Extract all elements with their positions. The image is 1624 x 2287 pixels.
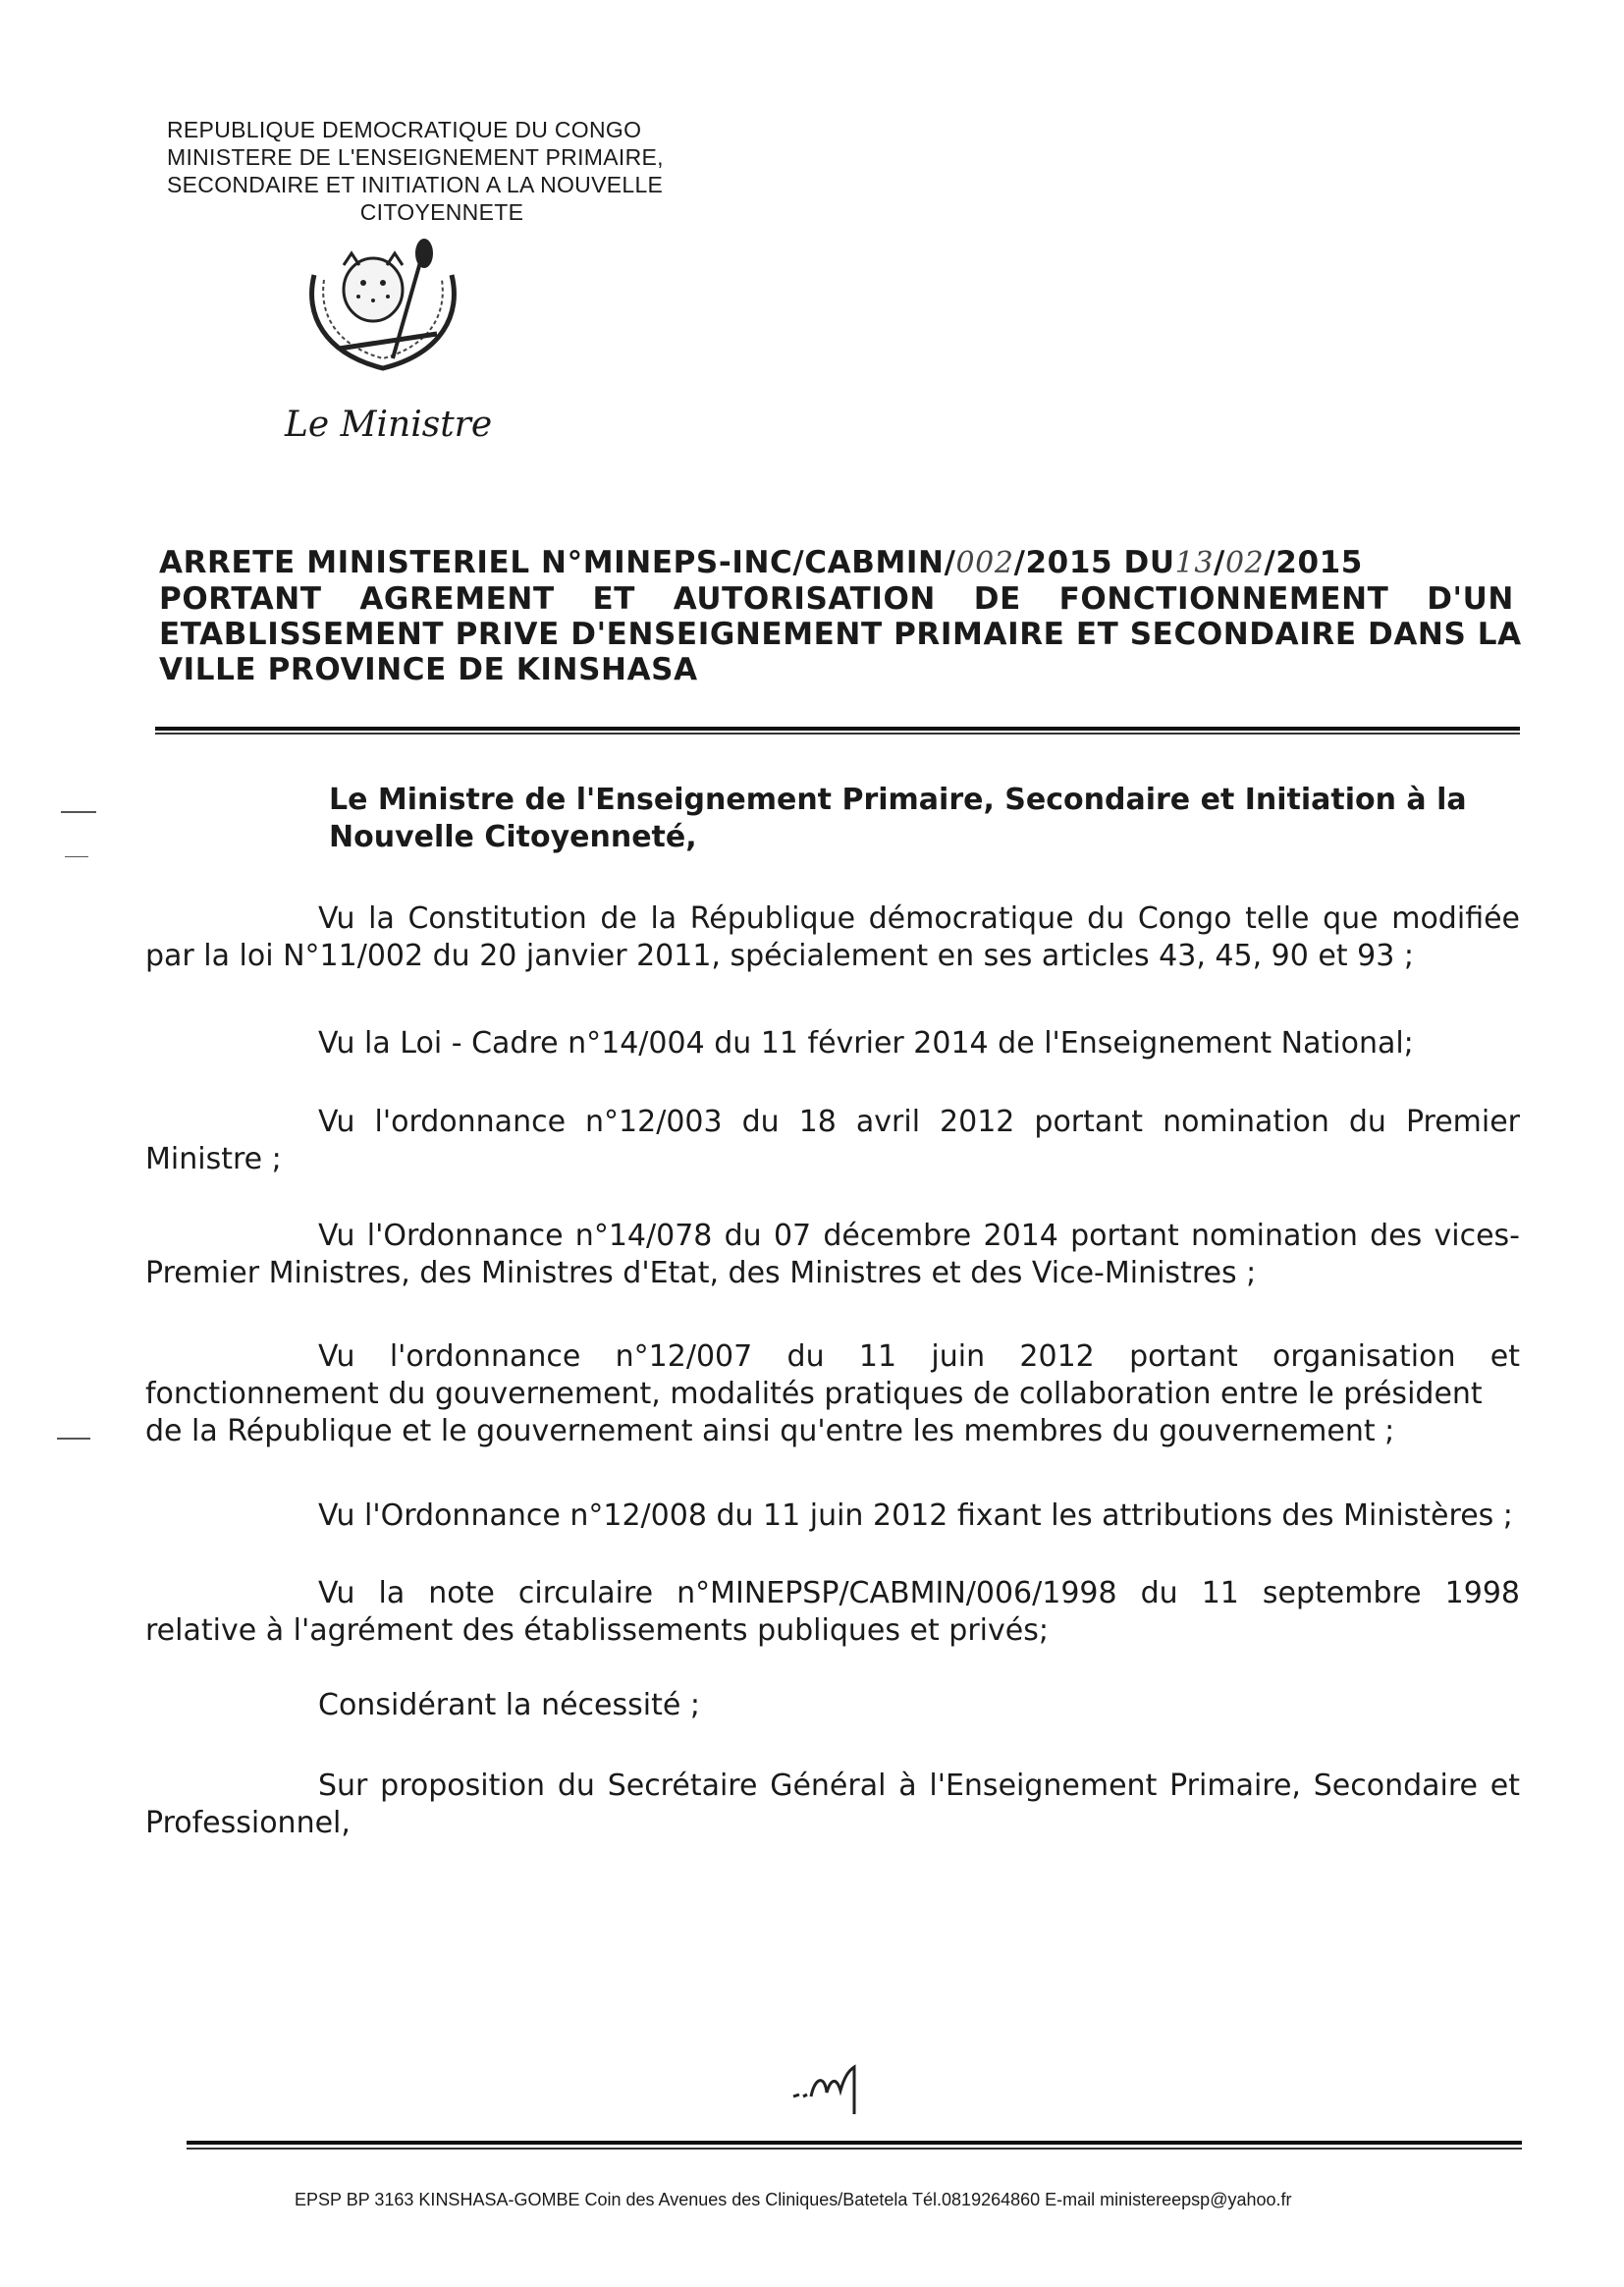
header-line-2: MINISTERE DE L'ENSEIGNEMENT PRIMAIRE, <box>167 144 664 170</box>
minister-heading: Le Ministre de l'Enseignement Primaire, Secondaire et Initiation à la Nouvelle Citoyenneté, <box>329 783 1467 854</box>
paragraph-proposition: Sur proposition du Secrétaire Général à l'Enseignement Primaire, Secondaire et Professionnel, <box>145 1769 1520 1840</box>
margin-mark <box>61 811 96 813</box>
signatory-title: Le Ministre <box>285 405 493 445</box>
paragraph-loi-cadre: Vu la Loi - Cadre n°14/004 du 11 février 2014 de l'Enseignement National; <box>318 1026 1414 1061</box>
paragraph-ordonnance-premier-ministre: Vu l'ordonnance n°12/003 du 18 avril 2012 portant nomination du Premier Ministre ; <box>145 1105 1520 1176</box>
header-line-3: SECONDAIRE ET INITIATION A LA NOUVELLE <box>167 172 664 197</box>
arrete-title-line-3: ETABLISSEMENT PRIVE D'ENSEIGNEMENT PRIMAIRE ET SECONDAIRE DANS LA <box>159 617 1522 652</box>
handwritten-number: 002 <box>955 546 1014 580</box>
paragraph-considerant: Considérant la nécessité ; <box>318 1688 700 1722</box>
signature-initials <box>785 2057 884 2116</box>
arrete-title-line-4: VILLE PROVINCE DE KINSHASA <box>159 652 698 687</box>
arrete-title-line-2: PORTANT AGREMENT ET AUTORISATION DE FONCTIONNEMENT D'UN <box>159 581 1514 617</box>
paragraph-ordonnance-ministres: Vu l'Ordonnance n°14/078 du 07 décembre 2014 portant nomination des vices- Premier Ministres, des Ministres d'Etat, des Ministres et des Vice-Ministres ; <box>145 1219 1520 1290</box>
handwritten-day: 13 <box>1174 546 1215 580</box>
header-line-4: CITOYENNETE <box>359 199 524 225</box>
title-divider-thin <box>155 733 1520 735</box>
handwritten-month: 02 <box>1224 546 1265 580</box>
margin-mark <box>65 856 88 857</box>
margin-mark <box>57 1438 90 1440</box>
arrete-title <box>159 545 1522 687</box>
paragraph-note-circulaire: Vu la note circulaire n°MINEPSP/CABMIN/006/1998 du 11 septembre 1998 relative à l'agrément des établissements publiques et privés; <box>145 1576 1520 1648</box>
arrete-title-line-1: ARRETE MINISTERIEL N°MINEPS-INC/CABMIN/002/2015 DU13/02/2015 <box>159 545 1363 580</box>
header-line-1: REPUBLIQUE DEMOCRATIQUE DU CONGO <box>167 117 642 142</box>
footer-contact: EPSP BP 3163 KINSHASA-GOMBE Coin des Avenues des Cliniques/Batetela Tél.0819264860 E-mail ministereepsp@yahoo.fr <box>295 2190 1292 2209</box>
title-divider <box>155 727 1520 731</box>
footer-divider <box>187 2141 1522 2145</box>
ministry-header <box>167 116 756 226</box>
paragraph-ordonnance-attributions: Vu l'Ordonnance n°12/008 du 11 juin 2012 fixant les attributions des Ministères ; <box>318 1498 1513 1533</box>
paragraph-ordonnance-organisation: Vu l'ordonnance n°12/007 du 11 juin 2012 portant organisation et fonctionnement du gouvernement, modalités pratiques de collaboration entre le président de la République et le gouvernement ainsi qu'entre les membres du gouvernement ; <box>145 1339 1520 1448</box>
coat-of-arms-icon <box>275 236 491 383</box>
paragraph-constitution: Vu la Constitution de la République démocratique du Congo telle que modifiée par la loi N°11/002 du 20 janvier 2011, spécialement en ses articles 43, 45, 90 et 93 ; <box>145 901 1520 973</box>
footer-divider-thin <box>187 2148 1522 2150</box>
